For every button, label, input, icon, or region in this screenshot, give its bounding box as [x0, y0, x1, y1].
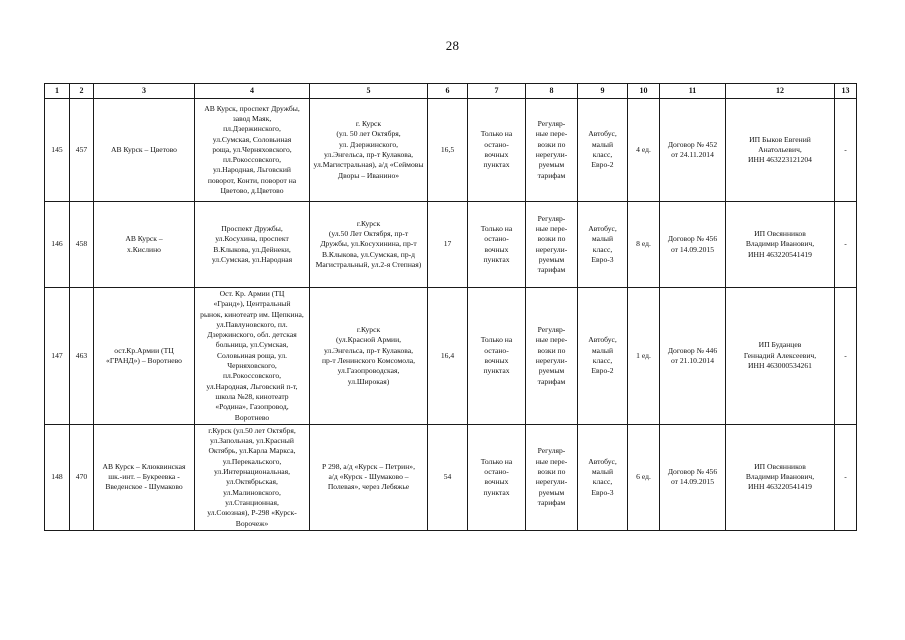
carrier: ИП Овсянников Владимир Иванович, ИНН 463220541419: [726, 202, 835, 288]
vehicle-class: Автобус, малый класс, Евро-3: [578, 424, 628, 530]
column-13-value: -: [835, 202, 857, 288]
route-settlements: г.Курск (ул.Красной Армии, ул.Энгельса, пр-т Кулакова, пр-т Ленинского Комсомола, ул.Газопроводская, ул.Широкая): [310, 288, 428, 425]
row-index: 146: [45, 202, 70, 288]
column-header: 3: [94, 84, 195, 99]
route-length: 54: [428, 424, 468, 530]
boarding-procedure: Только на остано- вочных пунктах: [468, 288, 526, 425]
route-number: 463: [70, 288, 94, 425]
vehicle-class: Автобус, малый класс, Евро-2: [578, 99, 628, 202]
column-header: 9: [578, 84, 628, 99]
column-13-value: -: [835, 99, 857, 202]
column-13-value: -: [835, 424, 857, 530]
column-header: 12: [726, 84, 835, 99]
route-settlements: г. Курск (ул. 50 лет Октября, ул. Дзержинского, ул.Энгельса, пр-т Кулакова, ул.Магистральная), а/д «Сеймовы Дворы – Иванино»: [310, 99, 428, 202]
table-row: [45, 99, 857, 202]
carrier: ИП Овсянников Владимир Иванович, ИНН 463220541419: [726, 424, 835, 530]
boarding-procedure: Только на остано- вочных пунктах: [468, 424, 526, 530]
vehicle-count: 6 ед.: [628, 424, 660, 530]
column-header: 8: [526, 84, 578, 99]
route-length: 17: [428, 202, 468, 288]
contract: Договор № 456 от 14.09.2015: [660, 424, 726, 530]
carrier: ИП Буданцев Геннадий Алексеевич, ИНН 463000534261: [726, 288, 835, 425]
column-header: 13: [835, 84, 857, 99]
boarding-procedure: Только на остано- вочных пунктах: [468, 99, 526, 202]
route-length: 16,5: [428, 99, 468, 202]
route-settlements: Р 298, а/д «Курск – Петрин», а/д «Курск - Шумаково – Полевая», через Лебяжье: [310, 424, 428, 530]
route-name: АВ Курск – Цветово: [94, 99, 195, 202]
route-number: 457: [70, 99, 94, 202]
table-row: [45, 424, 857, 530]
table-row: [45, 202, 857, 288]
column-header: 10: [628, 84, 660, 99]
header-row: [45, 84, 857, 99]
column-header: 7: [468, 84, 526, 99]
transport-type: Регуляр- ные пере- возки по нерегули- руемым тарифам: [526, 288, 578, 425]
vehicle-count: 4 ед.: [628, 99, 660, 202]
vehicle-count: 1 ед.: [628, 288, 660, 425]
route-name: АВ Курск – Клюквинская шк.-инт. – Букреевка - Введенское - Шумаково: [94, 424, 195, 530]
transport-type: Регуляр- ные пере- возки по нерегули- руемым тарифам: [526, 424, 578, 530]
column-header: 6: [428, 84, 468, 99]
row-index: 145: [45, 99, 70, 202]
contract: Договор № 446 от 21.10.2014: [660, 288, 726, 425]
column-header: 1: [45, 84, 70, 99]
route-length: 16,4: [428, 288, 468, 425]
vehicle-count: 8 ед.: [628, 202, 660, 288]
boarding-procedure: Только на остано- вочных пунктах: [468, 202, 526, 288]
route-register-table: [44, 83, 857, 531]
column-header: 5: [310, 84, 428, 99]
column-header: 2: [70, 84, 94, 99]
route-streets: АВ Курск, проспект Дружбы, завод Маяк, пл.Дзержинского, ул.Сумская, Соловьиная роща, ул.Черняховского, пл.Рокоссовского, ул.Народная, Льговский поворот, Конти, поворот на Цветово, д.Цветово: [195, 99, 310, 202]
route-streets: Ост. Кр. Армии (ТЦ «Гранд»), Центральный рынок, кинотеатр им. Щепкина, ул.Павлуновского, пл. Дзержинского, обл. детская больница, ул.Сумская, Соловьиная роща, ул. Черняховского, пл.Рокоссовского, ул.Народная, Льговский п-т, школа №28, кинотеатр «Родина», Газопровод, Воротнево: [195, 288, 310, 425]
vehicle-class: Автобус, малый класс, Евро-3: [578, 202, 628, 288]
route-settlements: г.Курск (ул.50 Лет Октября, пр-т Дружбы, ул.Косухинина, пр-т В.Клыкова, ул.Сумская, пр-д Магистральный, ул.2-я Степная): [310, 202, 428, 288]
vehicle-class: Автобус, малый класс, Евро-2: [578, 288, 628, 425]
route-streets: г.Курск (ул.50 лет Октября, ул.Запольная, ул.Красный Октябрь, ул.Карла Маркса, ул.Перекальского, ул.Интернациональная, ул.Октябрьская, ул.Малиновского, ул.Станционная, ул.Союзная), Р-298 «Курск-Ворочеж»: [195, 424, 310, 530]
transport-type: Регуляр- ные пере- возки по нерегули- руемым тарифам: [526, 202, 578, 288]
carrier: ИП Быков Евгений Анатольевич, ИНН 463223121204: [726, 99, 835, 202]
row-index: 147: [45, 288, 70, 425]
page-number: 28: [445, 38, 460, 53]
route-streets: Проспект Дружбы, ул.Косухина, проспект В.Клыкова, ул.Дейнеки, ул.Сумская, ул.Народная: [195, 202, 310, 288]
route-number: 470: [70, 424, 94, 530]
column-header: 4: [195, 84, 310, 99]
row-index: 148: [45, 424, 70, 530]
route-number: 458: [70, 202, 94, 288]
route-name: АВ Курск – х.Кислино: [94, 202, 195, 288]
route-name: ост.Кр.Армии (ТЦ «ГРАНД») – Воротнево: [94, 288, 195, 425]
contract: Договор № 452 от 24.11.2014: [660, 99, 726, 202]
contract: Договор № 456 от 14.09.2015: [660, 202, 726, 288]
transport-type: Регуляр- ные пере- возки по нерегули- руемым тарифам: [526, 99, 578, 202]
column-header: 11: [660, 84, 726, 99]
table-row: [45, 288, 857, 425]
column-13-value: -: [835, 288, 857, 425]
